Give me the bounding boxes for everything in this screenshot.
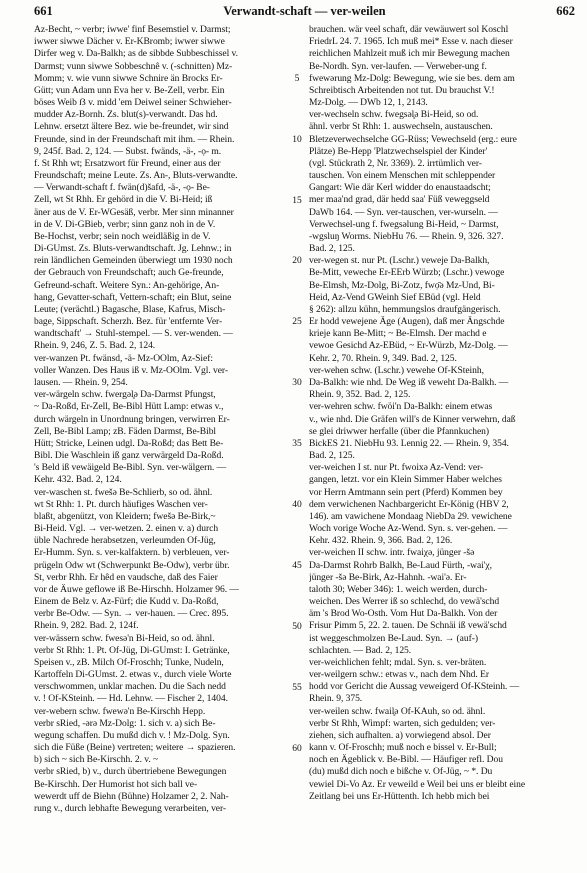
text-line: Freundschaft; meine Leute. Zs. An-, Bluts-verwandte. bbox=[34, 170, 238, 182]
text-line: Zell, wt St Rhh. Er gehörd in die V. Bi-Heid; iß bbox=[34, 194, 213, 206]
text-line: krieje kann Be-Mitt; ~ Be-Elmsh. Der machd e bbox=[309, 328, 487, 340]
line-number: 60 bbox=[292, 743, 302, 754]
text-line: taloth 30; Weber 346): 1. weich werden, durch- bbox=[309, 583, 488, 595]
text-line: kann v. Of-Froschh; muß noch e bissel v. Er-Bull; bbox=[309, 742, 497, 754]
text-line: brauchen. wär veel schaft, där vewäuwert sol Koschl bbox=[309, 24, 509, 35]
text-line: Bi-Heid. Vgl. → ver-wetzen. 2. einen v. a) durch bbox=[34, 523, 219, 535]
text-line: tauschen. Von einem Menschen mit schleppender bbox=[309, 170, 496, 182]
text-line: Bletzeverwechselche GG-Rüss; Vewechseld (erg.: eure bbox=[309, 133, 517, 145]
text-line: St, verbr Rhh. Er hêd en vaudsche, daß des Faier bbox=[34, 571, 218, 583]
text-line: ver-wechseln schw. fwegsəl̥ə Bi-Heid, so od. bbox=[309, 109, 479, 121]
text-line: Be-Hochst, verbr; sein noch weidläßig in de V. bbox=[34, 230, 211, 242]
text-line: üble Nachrede herabsetzen, verleumden Of-Jüg, bbox=[34, 535, 216, 547]
text-line: -wgsluŋ Worms. NiebHu 76. — Rhein. 9, 326. 327. bbox=[309, 230, 504, 242]
text-line: rein ländlichen Gemeinden überwiegt um 1930 noch bbox=[34, 255, 233, 267]
text-line: Di-GUmst. Zs. Bluts-verwandtschaft. Jg. Lehnw.; in bbox=[34, 243, 232, 255]
left-column bbox=[34, 24, 284, 815]
line-number: 55 bbox=[292, 682, 302, 693]
text-line: wewerdt uff de Biehn (Bühne) Holzamer 2, 2. Nah- bbox=[34, 790, 229, 802]
right-column bbox=[309, 24, 575, 803]
text-line: Momm; v. wie vunn siwwe Schnire än Brocks Er- bbox=[34, 72, 223, 84]
text-line: Frisur Pimm 5, 22. 2. tauen. De Schnäi iß vewä'schd bbox=[309, 620, 507, 632]
text-line: bage, Sippschaft. Scherzh. Bez. für 'entfernte Ver- bbox=[34, 316, 223, 328]
text-line: ver-wässern schw. fwesə'n Bi-Heid, so od. ähnl. bbox=[34, 632, 215, 644]
text-line: ver-weilgern schw.: etwas v., nach dem Nhd. Er bbox=[309, 669, 489, 681]
text-line: äm 's Brod Wo-Osth. Vom Hut Da-Balkh. Von der bbox=[309, 608, 498, 620]
text-line: Speisen v., zB. Milch Of-Froschh; Tunke, Nudeln, bbox=[34, 656, 224, 668]
text-line: ver-wanzen Pt. fwänsd, -ä- Mz-OOlm, Az-Sief: bbox=[34, 352, 213, 364]
text-line: se glei driwwer herfalle (über die Pfannkuchen) bbox=[309, 425, 490, 437]
text-line: Verwechsel-ung f. fwegsəlung Bi-Heid, ~ Darmst, bbox=[309, 218, 499, 230]
text-line: Be-Nordh. Syn. ver-laufen. — Verweber-ung f. bbox=[309, 60, 487, 72]
text-line: Mz-Dolg. — DWb 12, 1, 2143. bbox=[309, 97, 428, 109]
text-line: prügeln Odw wt (Schwerpunkt Be-Odw), verbr übr. bbox=[34, 559, 230, 571]
text-line: vewiel Di-Vo Az. Er veweild e Weil bei uns er bleibt eine bbox=[309, 778, 526, 790]
line-number: 40 bbox=[292, 500, 302, 511]
text-line: Rhein. 9, 246, Z. 5. Bad. 2, 124. bbox=[34, 340, 156, 352]
text-line: ziehen, sich aufhalten. a) vorwiegend absol. Der bbox=[309, 729, 491, 741]
text-line: ver-wärgeln schw. fwergəl̥ə Da-Darmst Pfungst, bbox=[34, 389, 216, 401]
text-line: Heid, Az-Vend GWeinh Sief EBüd (vgl. Held bbox=[309, 291, 481, 303]
text-line: (du) mußd dich noch e bißche v. Of-Jüg, ~ *. Du bbox=[309, 766, 493, 778]
text-line: Gangart: Wie där Kerl widder do enaustaadscht; bbox=[309, 182, 491, 194]
line-number: 50 bbox=[292, 621, 302, 632]
text-line: b) sich ~ sich Be-Kirschh. 2. v. ~ bbox=[34, 754, 159, 766]
running-title: Verwandt-schaft — ver-weilen bbox=[223, 4, 386, 18]
text-line: dem verwichenen Nachbargericht Er-König (HBV 2, bbox=[309, 498, 509, 510]
text-line: ver-wehen schw. (Lschr.) vewehe Of-KSteinh, bbox=[309, 364, 484, 376]
text-line: Bad. 2, 125. bbox=[309, 243, 355, 255]
text-line: BickES 21. NiebHu 93. Lennig 22. — Rhein. 9, 354. bbox=[309, 437, 509, 449]
text-line: Be-Mitt, veweche Er-EErb Würzb; (Lschr.) vewoge bbox=[309, 267, 505, 279]
text-line: Plätze) Be-Hepp 'Platzwechselspiel der Kinder' bbox=[309, 145, 488, 157]
text-line: ver-weichlichen fehlt; mdal. Syn. s. ver-bräten. bbox=[309, 656, 487, 668]
text-line: 9, 245f. Bad. 2, 124. — Subst. fwänds, -ä-, -ọ- m. bbox=[34, 145, 222, 157]
text-line: Zeitlang bei uns Er-Hüttenth. Ich hebb mich bei bbox=[309, 790, 490, 802]
text-line: Kehr. 432. Bad. 2, 124. bbox=[34, 474, 122, 486]
text-line: Freunde, sind in der Freundschaft mit ihm. — Rhein. bbox=[34, 133, 235, 145]
text-line: reichlichen Mahlzeit muß ich mir Bewegung machen bbox=[309, 48, 510, 60]
text-line: verbr sRied, b) v., durch übertriebene Bewegungen bbox=[34, 766, 227, 778]
text-line: böses Weib ẞ v. midd 'em Deiwel seiner Schwieher- bbox=[34, 97, 232, 109]
text-line: sich die Füße (Beine) vertreten; weitere → spazieren. bbox=[34, 742, 236, 754]
text-line: gangen, letzt. vor ein Klein Simmer Haber welches bbox=[309, 474, 502, 486]
text-line: v., wie nhd. Die Gräfen will's de Kinner verwehrn, daß bbox=[309, 413, 516, 425]
text-line: Schreibtisch Arbeitenden not tut. Du brauchst V.! bbox=[309, 84, 495, 96]
text-line: ver-wehren schw. fwöi'n Da-Balkh: einem etwas bbox=[309, 401, 493, 413]
text-line: Bibl. Die Waschlein iß ganz verwärgeld Da-Roßd. bbox=[34, 450, 224, 462]
text-line: in de V. Di-GBieb, verbr; sinn ganz noh in de V. bbox=[34, 218, 216, 230]
text-line: § 262): allzu kühn, hemmungslos draufgängerisch. bbox=[309, 303, 501, 315]
text-line: iwwer siwwe Dächer v. Er-KBromb; iwwer siwwe bbox=[34, 36, 225, 48]
page-number-right: 662 bbox=[556, 4, 575, 18]
text-line: Darmst; vunn siwwe Sobbeschnê v. (-schnitten) Mz- bbox=[34, 60, 233, 72]
text-line: verbr sRied, -ərə Mz-Dolg: 1. sich v. a) sich Be- bbox=[34, 717, 216, 729]
line-number: 10 bbox=[292, 134, 302, 145]
text-line: verschwommen, unklar machen. Du die Sach nedd bbox=[34, 681, 226, 693]
text-line: ver-weichen I st. nur Pt. fwoixə Az-Vend: ver- bbox=[309, 462, 484, 474]
text-line: durch wärgeln in Unordnung bringen, verwirren Er- bbox=[34, 413, 230, 425]
text-line: ver-weilen schw. fwail̥ə Of-KAuh, so od. ähnl. bbox=[309, 705, 486, 717]
text-line: Kehr. 432. Rhein. 9, 366. Bad. 2, 126. bbox=[309, 535, 453, 547]
text-line: ist weggeschmolzen Be-Laud. Syn. → (auf-) bbox=[309, 632, 478, 644]
text-line: schlachten. — Bad. 2, 125. bbox=[309, 644, 412, 656]
text-line: ver-webern schw. fwewə'n Be-Kirschh Hepp. bbox=[34, 705, 206, 717]
text-line: f. St Rhh wt; Ersatzwort für Freund, einer aus der bbox=[34, 157, 221, 169]
line-number: 20 bbox=[292, 256, 302, 267]
text-line: 's Beld iß vewäigeld Be-Bibl. Syn. ver-wälgern. — bbox=[34, 462, 227, 474]
text-line: jünger -šə Be-Birk, Az-Hahnh. -wai'ə. Er- bbox=[309, 571, 467, 583]
text-line: mudder Az-Bornh. Zs. blut(s)-verwandt. Das hd. bbox=[34, 109, 218, 121]
text-line: äner aus de V. Er-WGesäß, verbr. Mer sinn minanner bbox=[34, 206, 234, 218]
text-line: verbr St Rhh, Wimpf: warten, sich gedulden; ver- bbox=[309, 717, 496, 729]
text-line: Leute; (verächtl.) Bagasche, Blase, Kafrus, Misch- bbox=[34, 303, 226, 315]
text-line: Rhein. 9, 375. bbox=[309, 693, 363, 705]
text-line: ~ Da-Roßd, Er-Zell, Be-Bibl Hütt Lamp: etwas v., bbox=[34, 401, 224, 413]
text-line: Zell, Be-Bibl Lamp; zB. Fäden Darmst, Be-Bibl bbox=[34, 425, 217, 437]
text-line: Kehr. 2, 70. Rhein. 9, 349. Bad. 2, 125. bbox=[309, 352, 457, 364]
text-line: mer maa'nd grad, där hedd saa' Füß veweggseld bbox=[309, 194, 490, 206]
text-line: Gütt; vun Adam unn Eva her v. Be-Zell, verbr. Ein bbox=[34, 84, 225, 96]
text-line: Er hodd vewejene Äge (Augen), daß mer Ängschde bbox=[309, 316, 505, 328]
text-line: vor Herrn Amtmann sein pert (Pferd) Kommen bey bbox=[309, 486, 503, 498]
text-line: Kartoffeln Di-GUmst. 2. etwas v., durch viele Worte bbox=[34, 669, 232, 681]
text-line: Be-Kirschh. Der Humorist hot sich ball ve- bbox=[34, 778, 198, 790]
text-line: voller Wanzen. Des Haus iß v. Mz-OOlm. Vgl. ver- bbox=[34, 364, 228, 376]
text-line: Rhein. 9, 352. Bad. 2, 125. bbox=[309, 389, 411, 401]
text-line: v. ! Of-KSteinh. — Hd. Lehnw. — Fischer 2, 1404. bbox=[34, 693, 228, 705]
text-line: — Verwandt-schaft f. fwän(d)šafd, -ä-, -ọ- Be- bbox=[34, 182, 210, 194]
text-line: fwewərung Mz-Dolg: Bewegung, wie sie bes. dem am bbox=[309, 72, 515, 84]
text-line: Be-Elmsh, Mz-Dolg, Bi-Zotz, fwọ̄ə Mz-Und, Bi- bbox=[309, 279, 495, 291]
text-line: FriedrL 24. 7. 1965. Ich muß mei* Esse v. nach dieser bbox=[309, 36, 513, 48]
text-line: ver-weichen II schw. intr. fwaiχə, jünger -šə bbox=[309, 547, 475, 559]
text-line: rung v., durch lebhafte Bewegung verarbeiten, ver- bbox=[34, 803, 227, 814]
text-line: DaWb 164. — Syn. ver-tauschen, ver-wurseln. — bbox=[309, 206, 498, 218]
text-line: hodd vor Gericht die Aussag veweigerd Of-KSteinh. — bbox=[309, 681, 520, 693]
text-line: ähnl. verbr St Rhh: 1. auswechseln, austauschen. bbox=[309, 121, 493, 133]
page-header bbox=[34, 4, 575, 20]
text-line: Er-Humm. Syn. s. ver-kalfaktern. b) verbleuen, ver- bbox=[34, 547, 230, 559]
line-number: 35 bbox=[292, 439, 302, 450]
text-line: Einem de Belz v. Az-Fürf; die Kudd v. Da-Roßd, bbox=[34, 596, 219, 608]
text-line: ver-wegen st. nur Pt. (Lschr.) veweje Da-Balkh, bbox=[309, 255, 490, 267]
text-line: Bad. 2, 125. bbox=[309, 450, 355, 462]
text-line: Dirfer weg v. Da-Balkh; as de sibbde Subbeschissel v. bbox=[34, 48, 238, 60]
text-line: weichen. Des Werrer iß so schlechd, do vewä'schd bbox=[309, 596, 500, 608]
text-line: 146). am vawichene Mondaag NiebDa 29. vewichene bbox=[309, 510, 512, 522]
text-line: wt St Rhh: 1. Pt. durch häufiges Waschen ver- bbox=[34, 498, 208, 510]
text-line: (vgl. Stückrath 2, Nr. 3369). 2. irrtümlich ver- bbox=[309, 157, 482, 169]
text-line: blaßt, abgenützt, von Kleidern; fwešə Be-Birk,~ bbox=[34, 510, 216, 522]
line-number: 5 bbox=[294, 73, 300, 84]
text-line: Gefreund-schaft. Weitere Syn.: An-gehörige, An- bbox=[34, 279, 220, 291]
text-line: Da-Balkh: wie nhd. De Weg iß veweht Da-Balkh. — bbox=[309, 376, 509, 388]
text-line: Az-Becht, ~ verbr; iwwe' finf Besemstiel v. Darmst; bbox=[34, 24, 231, 35]
page-number-left: 661 bbox=[34, 4, 53, 18]
line-number: 15 bbox=[292, 195, 302, 206]
text-line: Lehnw. ersetzt ältere Bez. wie be-freundet, wir sind bbox=[34, 121, 229, 133]
text-line: hang, Gevatter-schaft, Vettern-schaft; ein Blut, seine bbox=[34, 291, 232, 303]
line-number: 25 bbox=[292, 317, 302, 328]
text-line: noch en Ägeblick v. Be-Bibl. — Häufiger refl. Dou bbox=[309, 754, 503, 766]
text-line: Da-Darmst Rohrb Balkh, Be-Laud Fürth, -wai'χ, bbox=[309, 559, 492, 571]
text-line: verbr St Rhh: 1. Pt. Of-Jüg, Di-GUmst: I. Getränke, bbox=[34, 644, 230, 656]
line-number: 45 bbox=[292, 560, 302, 571]
text-line: lausen. — Rhein. 9, 254. bbox=[34, 376, 128, 388]
text-line: verbr Be-Odw. — Syn. → ver-hauen. — Crec. 895. bbox=[34, 608, 229, 620]
text-line: vor de Äuwe geflowe iß Be-Hirschh. Holzamer 96. — bbox=[34, 583, 239, 595]
text-line: Woch vorige Woche Az-Wend. Syn. s. ver-gehen. — bbox=[309, 523, 508, 535]
text-line: der Gebrauch von Freundschaft; auch Ge-freunde, bbox=[34, 267, 224, 279]
line-number: 30 bbox=[292, 378, 302, 389]
text-line: Rhein. 9, 282. Bad. 2, 124f. bbox=[34, 620, 139, 632]
text-line: wandtschaft' → Stuhl-stempel. — S. ver-wenden. — bbox=[34, 328, 233, 340]
text-line: ver-waschen st. fwešə Be-Schlierb, so od. ähnl. bbox=[34, 486, 213, 498]
text-line: Hütt; Stricke, Leinen udgl. Da-Roßd; das Bett Be- bbox=[34, 437, 224, 449]
text-line: wegung schaffen. Du mußd dich v. ! Mz-Dolg. Syn. bbox=[34, 729, 230, 741]
text-line: vewoe Gesichd Az-EBüd, ~ Er-Würzb, Mz-Dolg. — bbox=[309, 340, 508, 352]
